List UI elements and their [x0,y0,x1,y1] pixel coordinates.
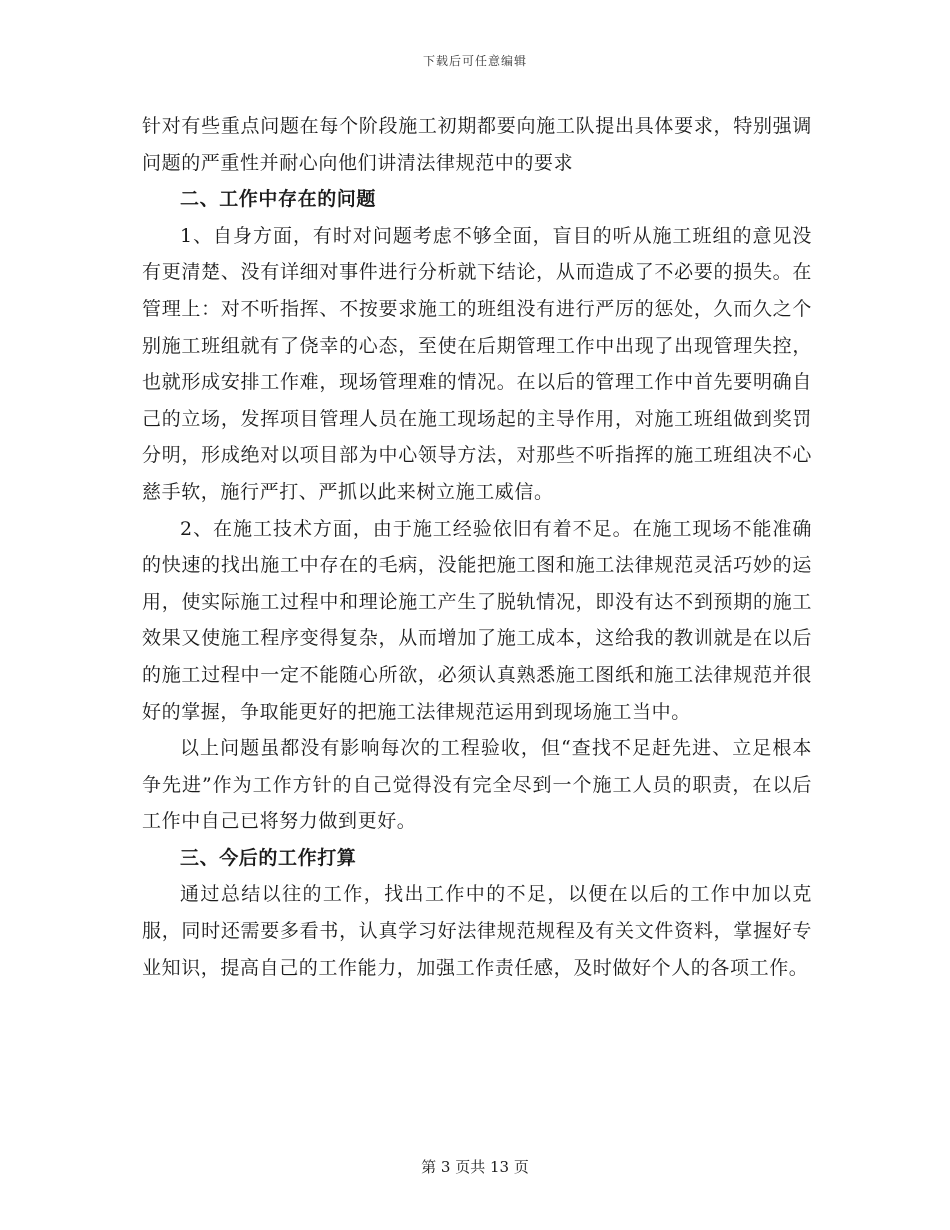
section-heading-problems: 二、工作中存在的问题 [180,188,377,211]
paragraph-self-aspect: 1、自身方面，有时对问题考虑不够全面，盲目的听从施工班组的意见没有更清楚、没有详细对事件进行分析就下结论，从而造成了不必要的损失。在管理上：对不听指挥、不按要求施工的班组没有进行严厉的惩处，久而久之个别施工班组就有了侥幸的心态，至使在后期管理工作中出现了出现管理失控，也就形成安排工作难，现场管理难的情况。在以后的管理工作中首先要明确自己的立场，发挥项目管理人员在施工现场起的主导作用，对施工班组做到奖罚分明，形成绝对以项目部为中心领导方法，对那些不听指挥的施工班组决不心慈手软，施行严打、严抓以此来树立施工威信。 [142,224,812,503]
page-header: 下载后可任意编辑 [422,54,527,68]
paragraph-technical-aspect: 2、在施工技术方面，由于施工经验依旧有着不足。在施工现场不能准确的快速的找出施工中存在的毛病，没能把施工图和施工法律规范灵活巧妙的运用，使实际施工过程中和理论施工产生了脱轨情况，即没有达不到预期的施工效果又使施工程序变得复杂，从而增加了施工成本，这给我的教训就是在以后的施工过程中一定不能随心所欲，必须认真熟悉施工图纸和施工法律规范并很好的掌握，争取能更好的把施工法律规范运用到现场施工当中。 [142,517,812,723]
paragraph-continuation: 针对有些重点问题在每个阶段施工初期都要向施工队提出具体要求，特别强调问题的严重性并耐心向他们讲清法律规范中的要求 [142,115,812,174]
page-number: 第 3 页共 13 页 [421,1158,529,1176]
paragraph-summary: 以上问题虽都没有影响每次的工程验收，但“查找不足赶先进、立足根本争先进”作为工作方针的自己觉得没有完全尽到一个施工人员的职责，在以后工作中自己已将努力做到更好。 [142,737,812,833]
section-heading-future-plans: 三、今后的工作打算 [180,846,357,869]
paragraph-future-plans: 通过总结以往的工作，找出工作中的不足，以便在以后的工作中加以克服，同时还需要多看书，认真学习好法律规范规程及有关文件资料，掌握好专业知识，提高自己的工作能力，加强工作责任感，及时做好个人的各项工作。 [142,883,812,979]
document-body [142,108,812,986]
